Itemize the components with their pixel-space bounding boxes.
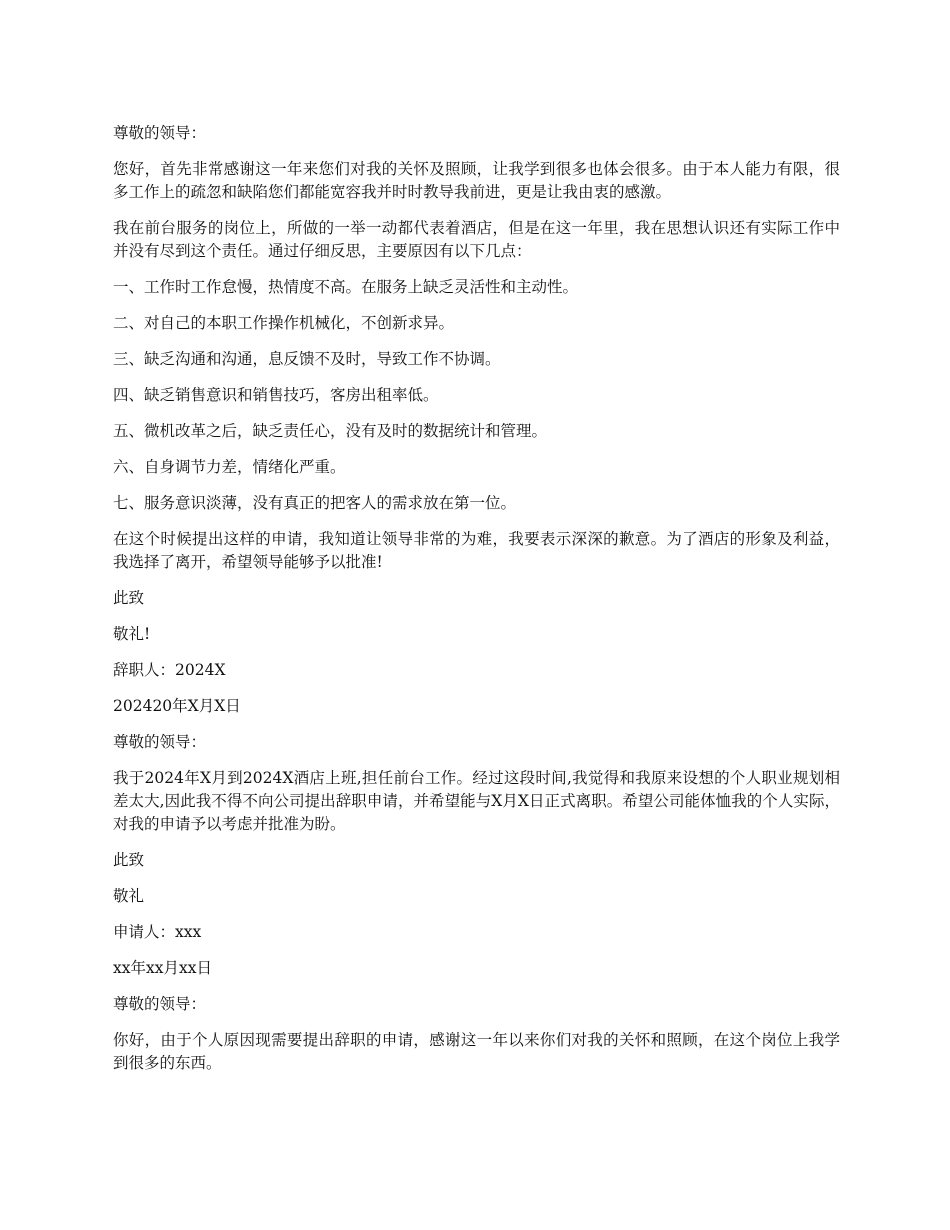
list-item: 二、对自己的本职工作操作机械化，不创新求异。 (113, 314, 455, 332)
list-item: 五、微机改革之后，缺乏责任心，没有及时的数据统计和管理。 (113, 422, 548, 440)
list-item: 三、缺乏沟通和沟通，息反馈不及时，导致工作不协调。 (113, 350, 501, 368)
body-paragraph: 我在前台服务的岗位上，所做的一举一动都代表着酒店，但是在这一年里，我在思想认识还有实际工作中并没有尽到这个责任。通过仔细反思，主要原因有以下几点： (113, 219, 840, 260)
salutation: 尊敬的领导： (113, 733, 207, 751)
salutation: 尊敬的领导： (113, 995, 207, 1013)
closing: 此致 (113, 589, 145, 607)
body-paragraph: 您好，首先非常感谢这一年来您们对我的关怀及照顾，让我学到很多也体会很多。由于本人能力有限，很多工作上的疏忽和缺陷您们都能宽容我并时时教导我前进，更是让我由衷的感激。 (113, 160, 840, 201)
salutation: 尊敬的领导： (113, 124, 207, 142)
document-body (113, 122, 840, 1088)
list-item: 四、缺乏销售意识和销售技巧，客房出租率低。 (113, 386, 439, 404)
signature: 辞职人：2024X (113, 661, 226, 679)
date-line: xx年xx月xx日 (113, 959, 212, 977)
list-item: 一、工作时工作怠慢，热情度不高。在服务上缺乏灵活性和主动性。 (113, 278, 579, 296)
list-item: 七、服务意识淡薄，没有真正的把客人的需求放在第一位。 (113, 494, 517, 512)
signature: 申请人：xxx (113, 923, 202, 941)
closing: 敬礼! (113, 625, 151, 643)
list-item: 六、自身调节力差，情绪化严重。 (113, 458, 346, 476)
body-paragraph: 在这个时候提出这样的申请，我知道让领导非常的为难，我要表示深深的歉意。为了酒店的形象及利益，我选择了离开，希望领导能够予以批准! (113, 530, 840, 571)
date-line: 202420年X月X日 (113, 697, 241, 715)
closing: 此致 (113, 851, 145, 869)
closing: 敬礼 (113, 887, 145, 905)
body-paragraph: 你好，由于个人原因现需要提出辞职的申请，感谢这一年以来你们对我的关怀和照顾，在这个岗位上我学到很多的东西。 (113, 1031, 840, 1072)
body-paragraph: 我于2024年X月到2024X酒店上班,担任前台工作。经过这段时间,我觉得和我原来设想的个人职业规划相差太大,因此我不得不向公司提出辞职申请，并希望能与X月X日正式离职。希望公司能体恤我的个人实际，对我的申请予以考虑并批准为盼。 (113, 769, 840, 833)
